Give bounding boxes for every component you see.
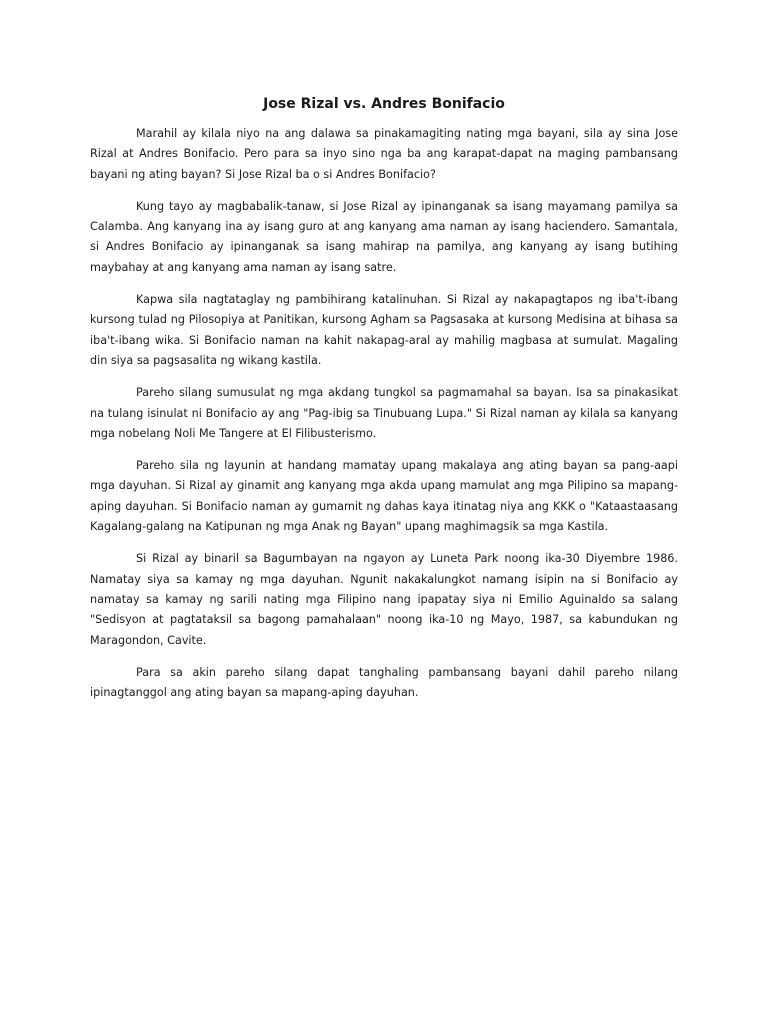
paragraph-2: Kung tayo ay magbabalik-tanaw, si Jose Rizal ay ipinanganak sa isang mayamang pamilya sa Calamba. Ang kanyang ina ay isang guro at ang kanyang ama naman ay isang haciendero. Samantala, si Andres Bonifacio ay ipinanganak sa isang mahirap na pamilya, ang kanyang ay isang butihing maybahay at ang kanyang ama naman ay isang satre. xyxy=(90,199,678,274)
paragraph-3: Kapwa sila nagtataglay ng pambihirang katalinuhan. Si Rizal ay nakapagtapos ng iba't-ibang kursong tulad ng Pilosopiya at Panitikan, kursong Agham sa Pagsasaka at kursong Medisina at bihasa sa iba't-ibang wika. Si Bonifacio naman na kahit nakapag-aral ay mahilig magbasa at sumulat. Magaling din siya sa pagsasalita ng wikang kastila. xyxy=(90,293,678,367)
paragraph-5: Pareho sila ng layunin at handang mamatay upang makalaya ang ating bayan sa pang-aapi mga dayuhan. Si Rizal ay ginamit ang kanyang mga akda upang mamulat ang mga Pilipino sa mapang-aping dayuhan. Si Bonifacio naman ay gumamit ng dahas kaya itinatag niya ang KKK o "Kataastaasang Kagalang-galang na Katipunan ng mga Anak ng Bayan" upang maghimagsik sa mga Kastila. xyxy=(90,459,678,534)
document-body xyxy=(90,94,678,715)
document-title: Jose Rizal vs. Andres Bonifacio xyxy=(263,96,505,112)
paragraph-7: Para sa akin pareho silang dapat tanghaling pambansang bayani dahil pareho nilang ipinagtanggol ang ating bayan sa mapang-aping dayuhan. xyxy=(90,665,678,700)
paragraph-1: Marahil ay kilala niyo na ang dalawa sa pinakamagiting nating mga bayani, sila ay sina Jose Rizal at Andres Bonifacio. Pero para sa inyo sino nga ba ang karapat-dapat na maging pambansang bayani ng ating bayan? Si Jose Rizal ba o si Andres Bonifacio? xyxy=(90,127,678,181)
paragraph-4: Pareho silang sumusulat ng mga akdang tungkol sa pagmamahal sa bayan. Isa sa pinakasikat na tulang isinulat ni Bonifacio ay ang "Pag-ibig sa Tinubuang Lupa." Si Rizal naman ay kilala sa kanyang mga nobelang Noli Me Tangere at El Filibusterismo. xyxy=(90,386,678,440)
paragraph-6: Si Rizal ay binaril sa Bagumbayan na ngayon ay Luneta Park noong ika-30 Diyembre 1986. Namatay siya sa kamay ng mga dayuhan. Ngunit nakakalungkot namang isipin na si Bonifacio ay namatay sa kamay ng sarili nating mga Filipino nang ipapatay siya ni Emilio Aguinaldo sa salang "Sedisyon at pagtataksil sa bagong pamahalaan" noong ika-10 ng Mayo, 1987, sa kabundukan ng Maragondon, Cavite. xyxy=(90,552,678,647)
